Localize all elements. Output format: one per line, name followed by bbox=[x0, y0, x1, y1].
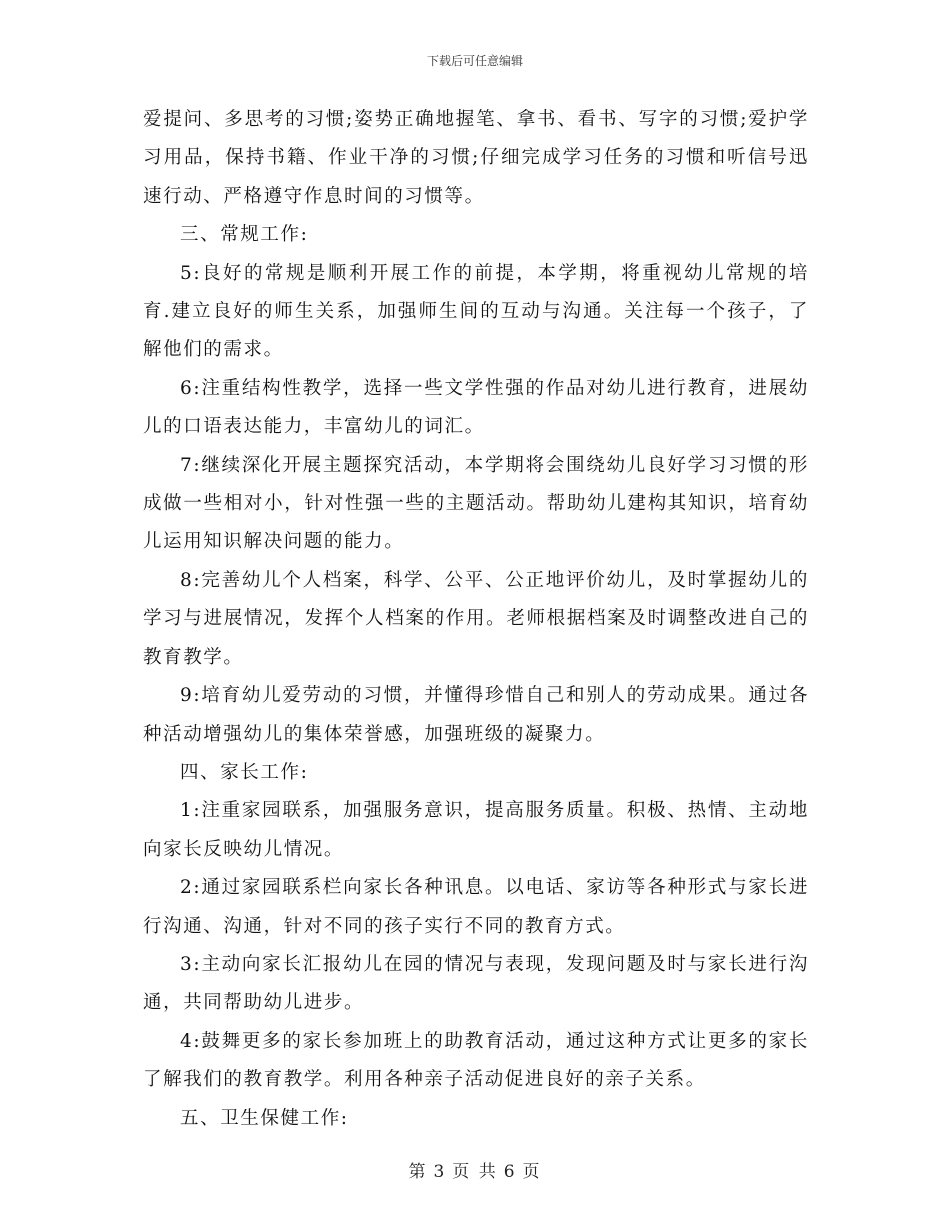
section-heading-health: 五、卫生保健工作: bbox=[180, 1107, 349, 1129]
paragraph-item-5: 5:良好的常规是顺利开展工作的前提，本学期，将重视幼儿常规的培育.建立良好的师生关系，加强师生间的互动与沟通。关注每一个孩子，了解他们的需求。 bbox=[143, 262, 809, 361]
footer-middle: 页 共 bbox=[452, 1162, 498, 1182]
paragraph-habits: 爱提问、多思考的习惯;姿势正确地握笔、拿书、看书、写字的习惯;爱护学习用品，保持书籍、作业干净的习惯;仔细完成学习任务的习惯和听信号迅速行动、严格遵守作息时间的习惯等。 bbox=[143, 109, 809, 207]
paragraph-item-6: 6:注重结构性教学，选择一些文学性强的作品对幼儿进行教育，进展幼儿的口语表达能力，丰富幼儿的词汇。 bbox=[143, 377, 809, 438]
paragraph-item-7: 7:继续深化开展主题探究活动，本学期将会围绕幼儿良好学习习惯的形成做一些相对小，针对性强一些的主题活动。帮助幼儿建构其知识，培育幼儿运用知识解决问题的能力。 bbox=[143, 454, 809, 553]
page-header-note: 下载后可任意编辑 bbox=[426, 54, 523, 68]
paragraph-item-9: 9:培育幼儿爱劳动的习惯，并懂得珍惜自己和别人的劳动成果。通过各种活动增强幼儿的集体荣誉感，加强班级的凝聚力。 bbox=[143, 685, 809, 745]
footer-suffix: 页 bbox=[522, 1162, 542, 1182]
paragraph-parent-2: 2:通过家园联系栏向家长各种讯息。以电话、家访等各种形式与家长进行沟通、沟通，针对不同的孩子实行不同的教育方式。 bbox=[143, 877, 809, 937]
footer-total-pages: 6 bbox=[503, 1162, 517, 1182]
paragraph-parent-4: 4:鼓舞更多的家长参加班上的助教育活动，通过这种方式让更多的家长了解我们的教育教学。利用各种亲子活动促进良好的亲子关系。 bbox=[143, 1030, 809, 1091]
page-footer bbox=[0, 1157, 950, 1182]
section-heading-parents: 四、家长工作: bbox=[180, 761, 309, 783]
paragraph-parent-1: 1:注重家园联系，加强服务意识，提高服务质量。积极、热情、主动地向家长反映幼儿情况。 bbox=[143, 800, 809, 860]
footer-prefix: 第 bbox=[408, 1162, 428, 1182]
document-body bbox=[143, 101, 809, 1138]
paragraph-item-8: 8:完善幼儿个人档案，科学、公平、公正地评价幼儿，及时掌握幼儿的学习与进展情况，发挥个人档案的作用。老师根据档案及时调整改进自己的教育教学。 bbox=[143, 569, 809, 668]
footer-page-number: 3 bbox=[433, 1162, 447, 1182]
paragraph-parent-3: 3:主动向家长汇报幼儿在园的情况与表现，发现问题及时与家长进行沟通，共同帮助幼儿进步。 bbox=[143, 953, 809, 1014]
section-heading-routine: 三、常规工作: bbox=[180, 224, 309, 246]
